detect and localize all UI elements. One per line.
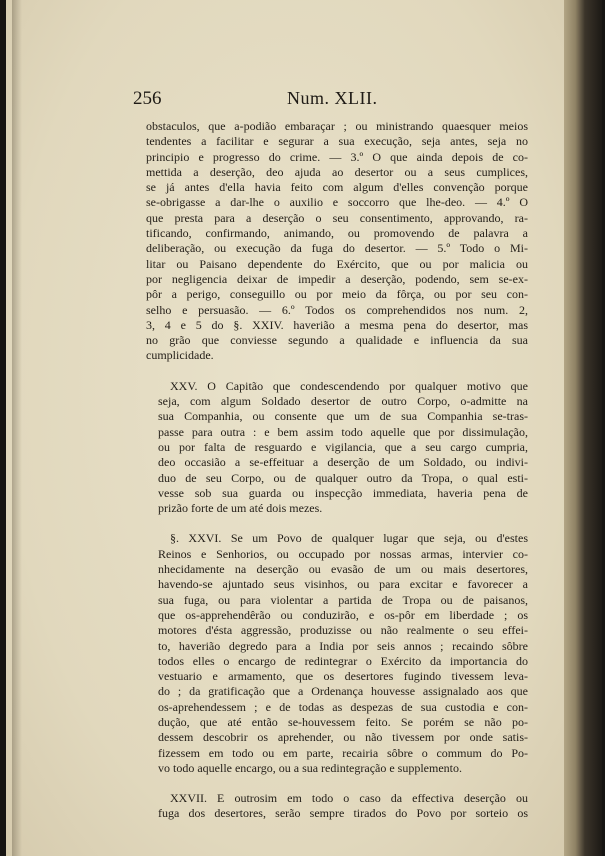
- text-line: principio e progresso do crime. — 3.º O que ainda depois de co-: [146, 149, 528, 164]
- text-line: prizão forte de um até dois mezes.: [158, 501, 323, 516]
- text-line: ou por falta de resguardo e vigilancia, que a seu cargo cumpria,: [158, 439, 528, 454]
- text-line: deo occasião a se-effeituar a deserção de um Soldado, ou indivi-: [158, 455, 528, 470]
- text-line: seja, com algum Soldado desertor de outro Corpo, o-admitte na: [158, 394, 528, 409]
- text-line: se-obrigasse a dar-lhe o auxilio e soccorro que lhe-deo. — 4.º O: [146, 195, 528, 210]
- text-line: vo todo aquelle encargo, ou a sua redintegração e supplemento.: [158, 760, 463, 775]
- text-line: por negligencia deixar de impedir a deserção, podendo, sem se-ex-: [146, 271, 528, 286]
- text-line: to, haverião degredo para a India por seis annos ; recaindo sôbre: [158, 638, 528, 653]
- text-line: que presta para a deserção o seu consentimento, approvando, ra-: [146, 210, 528, 225]
- text-line: do ; da gratificação que a Ordenança houvesse assignalado aos que: [158, 684, 528, 699]
- text-line: vesse sob sua guarda ou inspecção immediata, haveria pena de: [158, 485, 528, 500]
- paragraph-xxvi: [146, 531, 528, 776]
- text-line: que os-apprehendêrão ou conduzirão, e os-pôr em liberdade ; os: [158, 607, 528, 622]
- page-fold-shadow: [12, 0, 22, 856]
- text-line: tificando, confirmando, animando, ou promovendo de palavra a: [146, 226, 528, 241]
- text-line: vestuario e armamento, que os desertores fugindo tivessem leva-: [158, 669, 528, 684]
- text-line: cumplicidade.: [146, 348, 214, 363]
- text-line: §. XXVI. Se um Povo de qualquer lugar que seja, ou d'estes: [170, 531, 528, 546]
- page-number: 256: [133, 88, 162, 109]
- text-line: Reinos e Senhorios, ou occupado por nossas armas, intervier co-: [158, 546, 528, 561]
- text-line: os-aprehendessem ; e de todas as despezas de sua custodia e con-: [158, 699, 528, 714]
- text-line: dução, que até então se-houvessem feito. Se porém se não po-: [158, 714, 528, 729]
- paragraph-xxvii: [146, 791, 528, 822]
- book-gutter: [564, 0, 602, 856]
- text-line: pôr a perigo, conseguillo ou por meio da fôrça, ou por seu con-: [146, 287, 528, 302]
- text-line: no grão que conviesse segundo a qualidade e influencia da sua: [146, 333, 528, 348]
- text-line: XXV. O Capitão que condescendendo por qualquer motivo que: [170, 378, 528, 393]
- text-line: passe para outra : e bem assim todo aquelle que por dissimulação,: [158, 424, 528, 439]
- text-line: XXVII. E outrosim em todo o caso da effectiva deserção ou: [170, 791, 528, 806]
- text-line: todos elles o encargo de redintegrar o Exército da importancia do: [158, 653, 528, 668]
- text-line: tendentes a facilitar e segurar a sua execução, seja antes, seja no: [146, 134, 528, 149]
- text-body: [146, 119, 528, 822]
- text-line: nhecidamente na deserção ou evasão de um ou mais desertores,: [158, 562, 528, 577]
- paragraph-xxv: [146, 379, 528, 517]
- paragraph-cont: [146, 119, 528, 364]
- page-header: [133, 88, 393, 114]
- text-line: dessem descobrir os aprehender, ou não tivessem por onde satis-: [158, 730, 528, 745]
- text-line: fuga dos desertores, serão sempre tirados do Povo por sorteio os: [158, 806, 528, 821]
- text-line: duo de seu Corpo, ou de qualquer outro da Tropa, o qual esti-: [158, 470, 528, 485]
- text-line: fizessem em todo ou em parte, recairia sôbre o commum do Po-: [158, 745, 528, 760]
- text-line: 3, 4 e 5 do §. XXIV. haverião a mesma pena do desertor, mas: [146, 317, 528, 332]
- text-line: se já antes d'ella havia feito com algum d'elles convenção porque: [146, 180, 528, 195]
- text-line: obstaculos, que a-podião embaraçar ; ou ministrando quaesquer meios: [146, 119, 528, 133]
- text-line: selho e persuasão. — 6.º Todos os comprehendidos nos num. 2,: [146, 302, 528, 317]
- running-title: Num. XLII.: [287, 88, 378, 108]
- text-line: litar ou Paisano dependente do Exército, que ou por malicia ou: [146, 256, 528, 271]
- text-line: deliberação, ou execução da fuga do desertor. — 5.º Todo o Mi-: [146, 241, 528, 256]
- text-line: mettida a deserção, deo ajuda ao desertor ou a seus cumplices,: [146, 164, 528, 179]
- text-line: motores d'ésta aggressão, produzisse ou não realmente o seu effei-: [158, 623, 528, 638]
- text-line: sua Companhia, ou consente que um de sua Companhia se-tras-: [158, 409, 528, 424]
- text-line: havendo-se ajuntado seus visinhos, ou para excitar e favorecer a: [158, 577, 528, 592]
- text-line: sua fuga, ou para violentar a partida de Tropa ou de paisanos,: [158, 592, 528, 607]
